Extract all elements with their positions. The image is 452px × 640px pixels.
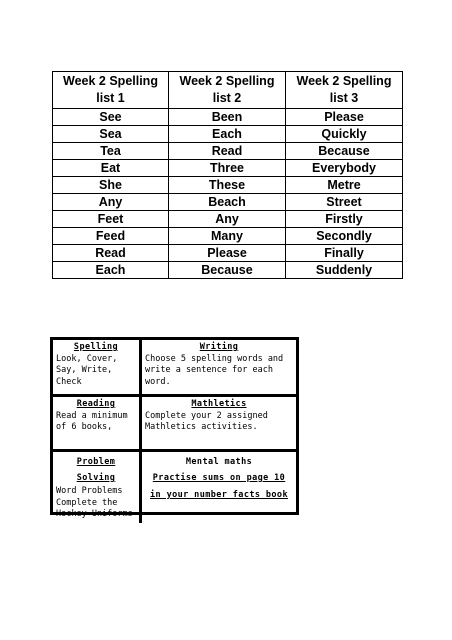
table-cell: Please	[169, 245, 286, 262]
table-cell: These	[169, 177, 286, 194]
task-text-spelling: Look, Cover, Say, Write, Check	[56, 353, 118, 387]
task-text-writing: Choose 5 spelling words and write a sentence for each word.	[145, 353, 284, 387]
task-reading	[53, 397, 142, 452]
table-cell: Read	[53, 245, 169, 262]
table-header-row	[53, 72, 403, 109]
table-cell: Each	[53, 262, 169, 279]
task-heading-spelling: Spelling	[73, 342, 119, 352]
table-cell: Because	[169, 262, 286, 279]
column-header-list-3: Week 2 Spelling list 3	[286, 72, 403, 109]
table-cell: Please	[286, 109, 403, 126]
table-cell: Beach	[169, 194, 286, 211]
table-cell: Metre	[286, 177, 403, 194]
table-cell: Any	[169, 211, 286, 228]
table-cell: Suddenly	[286, 262, 403, 279]
task-text-mental-maths: Practise sums on page 10 in your number facts book	[150, 473, 288, 500]
table-cell: Street	[286, 194, 403, 211]
table-row	[53, 143, 403, 160]
table-cell: Tea	[53, 143, 169, 160]
table-cell: Because	[286, 143, 403, 160]
table-row	[53, 109, 403, 126]
table-cell: Many	[169, 228, 286, 245]
task-heading-mental-maths: Mental maths	[185, 457, 253, 467]
table-row	[53, 177, 403, 194]
task-heading-writing: Writing	[199, 342, 239, 352]
task-text-problem-solving: Word Problems Complete the Hockey Uniforms	[56, 486, 133, 519]
homework-task-grid	[50, 337, 299, 519]
table-cell: Read	[169, 143, 286, 160]
task-mental-maths	[142, 452, 296, 523]
task-mathletics	[142, 397, 296, 452]
table-cell: Any	[53, 194, 169, 211]
table-row	[53, 126, 403, 143]
task-heading-reading: Reading	[76, 399, 116, 409]
table-cell: Sea	[53, 126, 169, 143]
task-text-mathletics: Complete your 2 assigned Mathletics activities.	[145, 410, 268, 432]
table-cell: See	[53, 109, 169, 126]
table-cell: Quickly	[286, 126, 403, 143]
task-writing	[142, 340, 296, 397]
table-row	[53, 194, 403, 211]
table-cell: Everybody	[286, 160, 403, 177]
table-cell: Feed	[53, 228, 169, 245]
table-cell: She	[53, 177, 169, 194]
task-text-reading: Read a minimum of 6 books,	[56, 410, 128, 432]
task-spelling	[53, 340, 142, 397]
table-cell: Each	[169, 126, 286, 143]
table-row	[53, 245, 403, 262]
table-row	[53, 211, 403, 228]
task-heading-problem-solving: Problem Solving	[76, 457, 116, 483]
column-header-list-2: Week 2 Spelling list 2	[169, 72, 286, 109]
table-cell: Secondly	[286, 228, 403, 245]
table-cell: Firstly	[286, 211, 403, 228]
table-cell: Eat	[53, 160, 169, 177]
table-cell: Feet	[53, 211, 169, 228]
table-row	[53, 262, 403, 279]
table-cell: Three	[169, 160, 286, 177]
table-row	[53, 160, 403, 177]
table-cell: Been	[169, 109, 286, 126]
column-header-list-1: Week 2 Spelling list 1	[53, 72, 169, 109]
task-heading-mathletics: Mathletics	[191, 399, 247, 409]
task-problem-solving	[53, 452, 142, 523]
table-row	[53, 228, 403, 245]
spelling-lists-table	[52, 71, 403, 279]
table-cell: Finally	[286, 245, 403, 262]
